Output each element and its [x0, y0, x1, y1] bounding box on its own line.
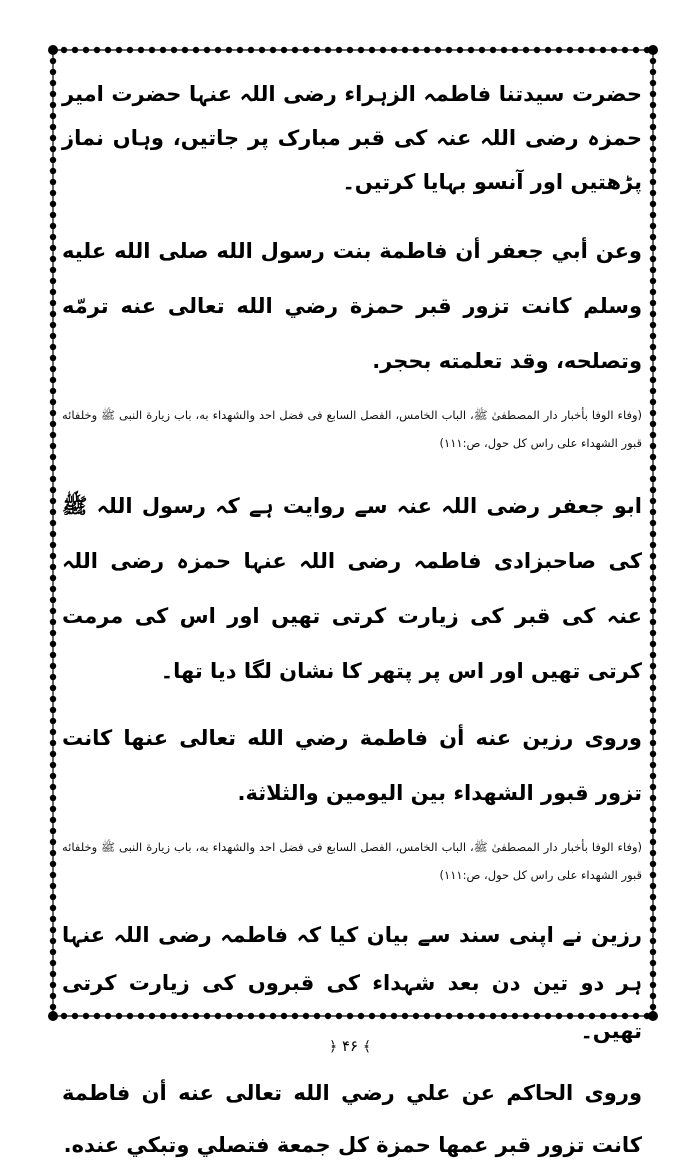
border-bead [61, 47, 67, 53]
border-bead [650, 696, 656, 702]
border-bead [50, 245, 56, 251]
border-bead [650, 707, 656, 713]
border-bead [50, 102, 56, 108]
border-bead [650, 751, 656, 757]
border-bead [650, 69, 656, 75]
border-bead [50, 69, 56, 75]
border-bead [650, 905, 656, 911]
border-bead [50, 619, 56, 625]
border-bead [182, 47, 188, 53]
border-bead [50, 476, 56, 482]
border-bead [94, 47, 100, 53]
border-bead [50, 938, 56, 944]
border-bead [50, 652, 56, 658]
border-bead [50, 894, 56, 900]
border-bead [650, 553, 656, 559]
paragraph-urdu-1: حضرت سیدتنا فاطمہ الزہراء رضی اللہ عنہا حضرت امیر حمزہ رضی اللہ عنہ کی قبر مبارک پر جاتیں، وہاں نماز پڑھتیں اور آنسو بہایا کرتیں۔ [62, 82, 642, 194]
border-bead [650, 454, 656, 460]
border-bead [50, 597, 56, 603]
border-bead [650, 685, 656, 691]
border-bead [650, 795, 656, 801]
border-bead [650, 740, 656, 746]
border-bead [50, 861, 56, 867]
border-bead [650, 641, 656, 647]
border-bead [650, 289, 656, 295]
border-bead [567, 47, 573, 53]
border-bead [281, 47, 287, 53]
border-bead [50, 729, 56, 735]
border-bead [650, 509, 656, 515]
border-bead [204, 47, 210, 53]
border-bead [50, 223, 56, 229]
border-bead [650, 333, 656, 339]
border-bead [650, 949, 656, 955]
border-bead [160, 47, 166, 53]
border-bead [50, 135, 56, 141]
border-bead [50, 927, 56, 933]
border-bead [50, 762, 56, 768]
border-bead [50, 795, 56, 801]
border-bead [490, 47, 496, 53]
border-bead [50, 498, 56, 504]
border-bead [325, 47, 331, 53]
border-bead [259, 47, 265, 53]
paragraph-arabic-2: وروى رزين عنه أن فاطمة رضي الله تعالى عنها كانت تزور قبور الشهداء بين اليومين والثلاثة. [62, 726, 642, 805]
border-bead [650, 212, 656, 218]
border-bead [650, 817, 656, 823]
border-bead [149, 47, 155, 53]
border-bead [50, 487, 56, 493]
border-bead [650, 377, 656, 383]
border-bead [50, 256, 56, 262]
border-bead [50, 399, 56, 405]
border-bead [650, 894, 656, 900]
page-number-ornament-left: ﴿ [328, 1039, 338, 1055]
border-bead [648, 1011, 658, 1021]
border-bead [303, 47, 309, 53]
border-bead [650, 960, 656, 966]
border-bead [650, 630, 656, 636]
border-bead [50, 432, 56, 438]
border-bead [380, 47, 386, 53]
border-bead [50, 751, 56, 757]
border-bead [50, 685, 56, 691]
border-bead [512, 47, 518, 53]
border-bead [446, 47, 452, 53]
border-bead [650, 135, 656, 141]
border-bead [650, 674, 656, 680]
paragraph-urdu-2: ابو جعفر رضی اللہ عنہ سے روایت ہے کہ رسول اللہ ﷺ کی صاحبزادی فاطمہ رضی اللہ عنہا حمزہ رضی اللہ عنہ کی قبر کی زیارت کرتی تھیں اور اس کی مرمت کرتی تھیں اور اس پر پتھر کا نشان لگا دیا تھا۔ [62, 494, 642, 683]
border-bead [413, 47, 419, 53]
border-bead [50, 707, 56, 713]
border-bead [270, 47, 276, 53]
border-bead [650, 597, 656, 603]
border-bead [358, 47, 364, 53]
border-bead [650, 608, 656, 614]
border-bead [650, 663, 656, 669]
border-bead [650, 619, 656, 625]
border-bead [523, 47, 529, 53]
border-bead [650, 982, 656, 988]
border-bead [650, 872, 656, 878]
border-bead [50, 146, 56, 152]
border-bead [50, 212, 56, 218]
border-bead [402, 47, 408, 53]
border-bead [50, 806, 56, 812]
border-bead [369, 47, 375, 53]
paragraph-arabic-1: وعن أبي جعفر أن فاطمة بنت رسول الله صلى الله عليه وسلم كانت تزور قبر حمزة رضي الله تعالى عنه ترمّه وتصلحه، وقد تعلمته بحجر. [62, 239, 642, 373]
border-bead [83, 47, 89, 53]
border-bead [650, 300, 656, 306]
border-bead [650, 399, 656, 405]
border-bead [650, 938, 656, 944]
border-bead [622, 47, 628, 53]
border-bead [347, 47, 353, 53]
border-bead [650, 575, 656, 581]
border-bead [138, 47, 144, 53]
border-bead [50, 520, 56, 526]
border-bead [650, 487, 656, 493]
border-bead [650, 355, 656, 361]
border-bead [650, 80, 656, 86]
border-bead [650, 443, 656, 449]
border-bead [50, 883, 56, 889]
border-bead [650, 993, 656, 999]
border-bead [50, 377, 56, 383]
border-bead [650, 542, 656, 548]
border-bead [633, 47, 639, 53]
border-bead [50, 322, 56, 328]
paragraph-urdu-3: رزین نے اپنی سند سے بیان کیا کہ فاطمہ رضی اللہ عنہا ہر دو تین دن بعد شہداء کی قبروں کی زیارت کرتی تھیں۔ [62, 923, 642, 1043]
border-bead [50, 542, 56, 548]
border-bead [650, 828, 656, 834]
border-bead [391, 47, 397, 53]
border-bead [578, 47, 584, 53]
border-bead [479, 47, 485, 53]
border-bead [50, 168, 56, 174]
border-bead [468, 47, 474, 53]
border-bead [171, 47, 177, 53]
border-bead [650, 190, 656, 196]
border-bead [50, 388, 56, 394]
border-bead [50, 740, 56, 746]
border-bead [50, 608, 56, 614]
border-bead [534, 47, 540, 53]
border-bead [650, 773, 656, 779]
page-number [300, 1032, 400, 1060]
border-bead [50, 157, 56, 163]
reference-2: (وفاء الوفا بأخبار دار المصطفیٰ ﷺ، الباب الخامس، الفصل السابع فی فضل احد والشهداء به، باب زيارة النبی ﷺ وخلفائه قبور الشهداء علی راس کل حول، ص:۱۱۱) [62, 840, 642, 882]
border-bead [50, 641, 56, 647]
border-bead [650, 1004, 656, 1010]
border-bead [650, 168, 656, 174]
border-bead [650, 245, 656, 251]
border-bead [292, 47, 298, 53]
border-bead [611, 47, 617, 53]
border-bead [50, 839, 56, 845]
border-bead [193, 47, 199, 53]
border-bead [650, 157, 656, 163]
border-bead [650, 861, 656, 867]
border-bead [50, 564, 56, 570]
border-bead [50, 696, 56, 702]
border-bead [457, 47, 463, 53]
border-bead [650, 366, 656, 372]
border-bead [50, 355, 56, 361]
reference-1: (وفاء الوفا بأخبار دار المصطفیٰ ﷺ، الباب الخامس، الفصل السابع فی فضل احد والشهداء به، باب زيارة النبی ﷺ وخلفائه قبور الشهداء علی راس کل حول، ص:۱۱۱) [62, 408, 642, 450]
border-bead [72, 47, 78, 53]
border-bead [50, 454, 56, 460]
border-bead [50, 465, 56, 471]
border-bead [50, 267, 56, 273]
border-bead [650, 927, 656, 933]
border-bead [650, 124, 656, 130]
border-bead [50, 630, 56, 636]
border-bead [650, 586, 656, 592]
border-bead [48, 1011, 58, 1021]
border-bead [50, 916, 56, 922]
border-bead [650, 311, 656, 317]
border-bead [650, 234, 656, 240]
border-bead [50, 311, 56, 317]
border-bead [50, 850, 56, 856]
border-bead [650, 102, 656, 108]
border-bead [501, 47, 507, 53]
border-bead [215, 47, 221, 53]
page-number-value: ۴۶ [341, 1037, 359, 1055]
paragraph-arabic-3: وروى الحاكم عن علي رضي الله تعالى عنه أن فاطمة كانت تزور قبر عمها حمزة كل جمعة فتصلي وتبكي عنده. [62, 1081, 642, 1157]
border-bead [50, 300, 56, 306]
border-bead [50, 366, 56, 372]
border-bead [248, 47, 254, 53]
border-bead [650, 91, 656, 97]
border-bead [226, 47, 232, 53]
border-bead [650, 146, 656, 152]
border-bead [600, 47, 606, 53]
border-bead [650, 652, 656, 658]
border-bead [650, 531, 656, 537]
border-bead [50, 531, 56, 537]
border-bead [127, 47, 133, 53]
border-bead [50, 872, 56, 878]
border-bead [650, 388, 656, 394]
border-bead [650, 564, 656, 570]
border-bead [650, 432, 656, 438]
border-bead [50, 201, 56, 207]
border-bead [50, 333, 56, 339]
border-bead [650, 784, 656, 790]
border-bead [50, 421, 56, 427]
border-bead [650, 322, 656, 328]
border-bead [50, 982, 56, 988]
border-bead [50, 718, 56, 724]
border-bead [650, 410, 656, 416]
border-bead [650, 113, 656, 119]
border-bead [650, 256, 656, 262]
border-bead [556, 47, 562, 53]
border-bead [50, 828, 56, 834]
border-bead [50, 124, 56, 130]
border-bead [50, 971, 56, 977]
border-bead [650, 267, 656, 273]
border-bead [50, 80, 56, 86]
border-bead [650, 344, 656, 350]
border-bead [435, 47, 441, 53]
border-bead [50, 663, 56, 669]
border-bead [648, 45, 658, 55]
border-bead [650, 718, 656, 724]
border-bead [50, 410, 56, 416]
border-bead [50, 179, 56, 185]
border-bead [650, 179, 656, 185]
border-bead [314, 47, 320, 53]
border-bead [336, 47, 342, 53]
border-bead [589, 47, 595, 53]
border-bead [50, 993, 56, 999]
border-bead [50, 773, 56, 779]
border-bead [424, 47, 430, 53]
border-bead [50, 234, 56, 240]
border-bead [50, 443, 56, 449]
border-bead [50, 817, 56, 823]
border-bead [48, 45, 58, 55]
border-bead [650, 421, 656, 427]
border-bead [650, 806, 656, 812]
border-bead [50, 58, 56, 64]
border-bead [650, 883, 656, 889]
border-bead [50, 905, 56, 911]
border-bead [650, 762, 656, 768]
border-bead [237, 47, 243, 53]
border-bead [650, 278, 656, 284]
border-bead [650, 498, 656, 504]
border-bead [650, 850, 656, 856]
border-bead [50, 949, 56, 955]
border-bead [50, 113, 56, 119]
border-bead [650, 916, 656, 922]
border-bead [50, 960, 56, 966]
border-bead [650, 58, 656, 64]
border-bead [105, 47, 111, 53]
page-number-ornament-right: ﴾ [362, 1039, 372, 1055]
border-bead [50, 278, 56, 284]
border-bead [650, 201, 656, 207]
border-bead [50, 190, 56, 196]
border-bead [50, 91, 56, 97]
border-bead [50, 586, 56, 592]
border-bead [50, 289, 56, 295]
border-bead [650, 520, 656, 526]
border-bead [50, 509, 56, 515]
border-bead [50, 553, 56, 559]
border-bead [50, 344, 56, 350]
border-bead [650, 476, 656, 482]
border-bead [50, 674, 56, 680]
border-bead [650, 729, 656, 735]
border-bead [650, 839, 656, 845]
border-bead [545, 47, 551, 53]
border-bead [50, 1004, 56, 1010]
border-bead [650, 465, 656, 471]
border-bead [116, 47, 122, 53]
border-bead [50, 575, 56, 581]
border-bead [50, 784, 56, 790]
border-bead [650, 223, 656, 229]
border-bead [650, 971, 656, 977]
